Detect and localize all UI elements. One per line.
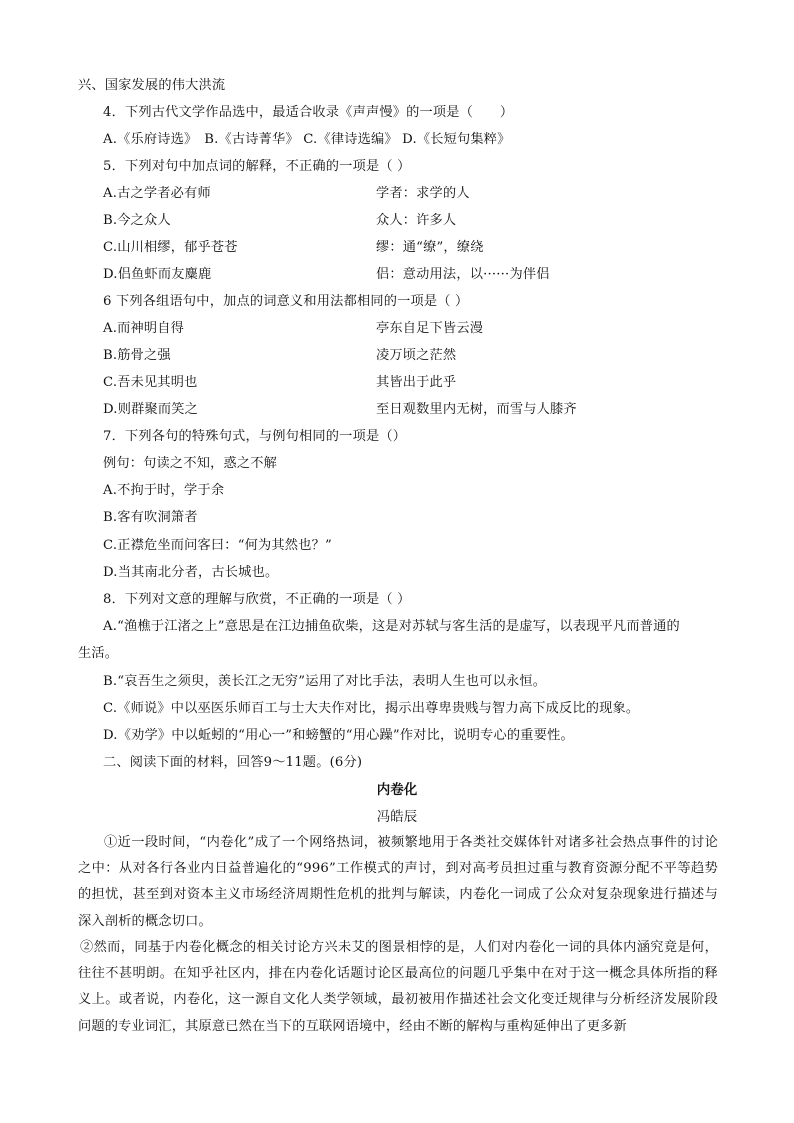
q6-option-a bbox=[103, 320, 484, 338]
q8-option-d: D.《劝学》中以蚯蚓的“用心一”和螃蟹的“用心躁”作对比，说明专心的重要性。 bbox=[103, 728, 574, 743]
q6-d-left: D.则群聚而笑之 bbox=[103, 402, 199, 417]
article-paragraph-2: ②然而，同基于内卷化概念的相关讨论方兴未艾的图景相悖的是，人们对内卷化一词的具体内涵究竟是何，往往不甚明朗。在知乎社区内，排在内卷化话题讨论区最高位的问题几乎集中在对于这一概念具体所指的释义上。或者说，内卷化，这一源自文化人类学领域，最初被用作描述社会文化变迁规律与分析经济发展阶段问题的专业词汇，其原意已然在当下的互联网语境中，经由不断的解构与重构延伸出了更多新 bbox=[78, 940, 718, 1034]
q7-option-c: C.正襟危坐而问客曰：“何为其然也？” bbox=[103, 538, 332, 553]
q7-option-d: D.当其南北分者，古长城也。 bbox=[103, 565, 279, 580]
q8-option-a-line2: 生活。 bbox=[78, 646, 119, 661]
q6-b-left: B.筋骨之强 bbox=[103, 348, 171, 363]
q6-a-right: 亭东自足下皆云漫 bbox=[376, 321, 484, 336]
q5-c-sentence: C.山川相缪，郁乎苍苍 bbox=[103, 240, 238, 255]
q4-options: A.《乐府诗选》 B.《古诗菁华》 C.《律诗选编》 D.《长短句集粹》 bbox=[103, 132, 511, 147]
q5-option-d bbox=[103, 266, 550, 284]
q6-stem: 6 下列各组语句中，加点的词意义和用法都相同的一项是（ ） bbox=[103, 294, 469, 309]
q5-option-c bbox=[103, 239, 484, 257]
q6-b-right: 凌万顷之茫然 bbox=[376, 348, 457, 363]
q8-stem: 8．下列对文意的理解与欣赏，不正确的一项是（ ） bbox=[103, 592, 411, 607]
q6-c-right: 其皆出于此乎 bbox=[376, 375, 457, 390]
q7-option-b: B.客有吹洞箫者 bbox=[103, 510, 198, 525]
q5-d-explanation: 侣：意动用法，以······为伴侣 bbox=[376, 267, 550, 282]
q5-a-sentence: A.古之学者必有师 bbox=[103, 186, 211, 201]
q5-option-a bbox=[103, 185, 470, 203]
q7-example: 例句：句读之不知，惑之不解 bbox=[103, 456, 278, 471]
q6-c-left: C.吾未见其明也 bbox=[103, 375, 198, 390]
q6-d-right: 至日观数里内无树，而雪与人膝齐 bbox=[376, 402, 577, 417]
q5-b-sentence: B.今之众人 bbox=[103, 213, 171, 228]
intro-line: 兴、国家发展的伟大洪流 bbox=[78, 78, 226, 93]
q5-option-b bbox=[103, 212, 457, 230]
q6-a-left: A.而神明自得 bbox=[103, 321, 185, 336]
q5-b-explanation: 众人：许多人 bbox=[376, 213, 457, 228]
q5-c-explanation: 缪：通“缭”，缭绕 bbox=[376, 240, 484, 255]
section-2-heading: 二、阅读下面的材料，回答9～11题。(6分) bbox=[103, 755, 363, 770]
q5-stem: 5．下列对句中加点词的解释，不正确的一项是（ ） bbox=[103, 159, 411, 174]
article-author: 冯皓辰 bbox=[376, 809, 418, 825]
article-title: 内卷化 bbox=[376, 782, 418, 798]
q7-option-a: A.不拘于时，学于余 bbox=[103, 483, 225, 498]
q5-d-sentence: D.侣鱼虾而友麋鹿 bbox=[103, 267, 212, 282]
q6-option-d bbox=[103, 401, 577, 419]
q5-a-explanation: 学者：求学的人 bbox=[376, 186, 470, 201]
q8-option-a-line1: A.“渔樵于江渚之上”意思是在江边捕鱼砍柴，这是对苏轼与客生活的是虚写，以表现平凡而普通的 bbox=[103, 619, 680, 634]
q6-option-b bbox=[103, 347, 457, 365]
article-paragraph-1: ①近一段时间，“内卷化”成了一个网络热词，被频繁地用于各类社交媒体针对诸多社会热点事件的讨论之中：从对各行各业内日益普遍化的“996”工作模式的声讨，到对高考员担过重与教育资源分配不平等趋势的担忧，甚至到对资本主义市场经济周期性危机的批判与解读，内卷化一词成了公众对复杂现象进行描述与深入剖析的概念切口。 bbox=[78, 835, 718, 929]
q8-option-c: C.《师说》中以巫医乐师百工与士大夫作对比，揭示出尊卑贵贱与智力高下成反比的现象。 bbox=[103, 701, 640, 716]
q4-stem: 4．下列古代文学作品选中，最适合收录《声声慢》的一项是（ ） bbox=[103, 105, 514, 120]
q6-option-c bbox=[103, 374, 457, 392]
q8-option-b: B.“哀吾生之须臾，羡长江之无穷”运用了对比手法，表明人生也可以永恒。 bbox=[103, 674, 547, 689]
q7-stem: 7．下列各句的特殊句式，与例句相同的一项是（） bbox=[103, 429, 407, 444]
